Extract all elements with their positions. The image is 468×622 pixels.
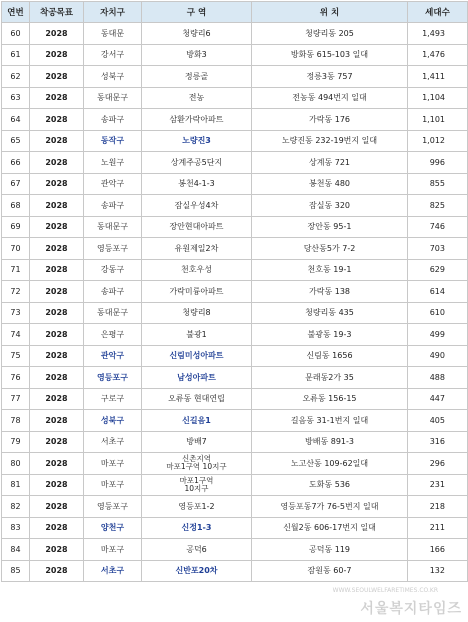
- cell-zone: 영등포1-2: [142, 496, 252, 518]
- cell-no: 68: [2, 195, 30, 217]
- header-location: 위 치: [252, 2, 408, 23]
- table-row: [2, 173, 468, 195]
- cell-zone-line1: 신촌지역: [182, 454, 211, 464]
- cell-no: 66: [2, 152, 30, 174]
- cell-year: 2028: [30, 453, 84, 475]
- cell-year: 2028: [30, 259, 84, 281]
- cell-no: 71: [2, 259, 30, 281]
- cell-district: 영등포구: [84, 367, 142, 389]
- cell-units: 405: [408, 410, 468, 432]
- cell-units: 1,104: [408, 87, 468, 109]
- cell-location: 천호동 19-1: [252, 259, 408, 281]
- cell-district: 동작구: [84, 130, 142, 152]
- cell-location: 정릉3동 757: [252, 66, 408, 88]
- cell-year: 2028: [30, 367, 84, 389]
- cell-location: 길음동 31-1번지 일대: [252, 410, 408, 432]
- cell-no: 60: [2, 23, 30, 45]
- table-row: [2, 388, 468, 410]
- table-row: [2, 474, 468, 496]
- cell-no: 61: [2, 44, 30, 66]
- cell-units: 316: [408, 431, 468, 453]
- cell-zone: 천호우성: [142, 259, 252, 281]
- redevelopment-table-container: [1, 1, 467, 582]
- cell-zone: 전농: [142, 87, 252, 109]
- cell-zone: 방배7: [142, 431, 252, 453]
- cell-zone: 오류동 현대연립: [142, 388, 252, 410]
- cell-year: 2028: [30, 539, 84, 561]
- cell-no: 72: [2, 281, 30, 303]
- table-row: [2, 281, 468, 303]
- cell-no: 70: [2, 238, 30, 260]
- cell-units: 1,012: [408, 130, 468, 152]
- cell-zone: 공덕6: [142, 539, 252, 561]
- cell-location: 공덕동 119: [252, 539, 408, 561]
- cell-no: 81: [2, 474, 30, 496]
- redevelopment-table: [1, 1, 468, 582]
- cell-zone: 삼환가락아파트: [142, 109, 252, 131]
- table-row: [2, 152, 468, 174]
- cell-year: 2028: [30, 410, 84, 432]
- cell-location: 불광동 19-3: [252, 324, 408, 346]
- cell-location: 신월2동 606-17번지 일대: [252, 517, 408, 539]
- cell-location: 방화동 615-103 일대: [252, 44, 408, 66]
- cell-zone: 청량리8: [142, 302, 252, 324]
- cell-location: 잠원동 60-7: [252, 560, 408, 582]
- cell-no: 83: [2, 517, 30, 539]
- cell-no: 79: [2, 431, 30, 453]
- watermark-url: WWW.SEOULWELFARETIMES.CO.KR: [332, 587, 438, 594]
- table-row: [2, 195, 468, 217]
- cell-zone: [142, 453, 252, 475]
- cell-units: 1,411: [408, 66, 468, 88]
- cell-units: 211: [408, 517, 468, 539]
- table-header-row: [2, 2, 468, 23]
- cell-district: 관악구: [84, 345, 142, 367]
- cell-no: 84: [2, 539, 30, 561]
- table-row: [2, 496, 468, 518]
- cell-zone-line2: 10지구: [184, 483, 209, 493]
- cell-units: 488: [408, 367, 468, 389]
- cell-zone: 봉천4-1-3: [142, 173, 252, 195]
- table-row: [2, 44, 468, 66]
- cell-location: 신림동 1656: [252, 345, 408, 367]
- cell-district: 은평구: [84, 324, 142, 346]
- cell-district: 송파구: [84, 281, 142, 303]
- table-row: [2, 238, 468, 260]
- cell-district: 마포구: [84, 453, 142, 475]
- cell-year: 2028: [30, 216, 84, 238]
- cell-no: 63: [2, 87, 30, 109]
- cell-location: 오류동 156-15: [252, 388, 408, 410]
- cell-units: 855: [408, 173, 468, 195]
- cell-district: 서초구: [84, 560, 142, 582]
- table-row: [2, 453, 468, 475]
- table-row: [2, 560, 468, 582]
- cell-zone: 청량리6: [142, 23, 252, 45]
- watermark-logo: 서울복지타임즈: [360, 601, 462, 617]
- cell-district: 서초구: [84, 431, 142, 453]
- table-row: [2, 130, 468, 152]
- cell-no: 80: [2, 453, 30, 475]
- cell-district: 송파구: [84, 109, 142, 131]
- cell-district: 동대문구: [84, 87, 142, 109]
- cell-year: 2028: [30, 517, 84, 539]
- cell-year: 2028: [30, 388, 84, 410]
- cell-no: 67: [2, 173, 30, 195]
- cell-zone: [142, 474, 252, 496]
- cell-year: 2028: [30, 109, 84, 131]
- cell-units: 1,493: [408, 23, 468, 45]
- cell-no: 64: [2, 109, 30, 131]
- table-row: [2, 517, 468, 539]
- table-row: [2, 345, 468, 367]
- cell-no: 69: [2, 216, 30, 238]
- table-row: [2, 367, 468, 389]
- cell-year: 2028: [30, 431, 84, 453]
- cell-district: 마포구: [84, 474, 142, 496]
- table-row: [2, 431, 468, 453]
- cell-location: 전농동 494번지 일대: [252, 87, 408, 109]
- cell-district: 노원구: [84, 152, 142, 174]
- header-year: 착공목표: [30, 2, 84, 23]
- cell-district: 동대문: [84, 23, 142, 45]
- cell-zone: 정릉골: [142, 66, 252, 88]
- cell-zone: 신길음1: [142, 410, 252, 432]
- cell-no: 76: [2, 367, 30, 389]
- cell-units: 996: [408, 152, 468, 174]
- header-district: 자치구: [84, 2, 142, 23]
- table-row: [2, 66, 468, 88]
- cell-year: 2028: [30, 23, 84, 45]
- cell-units: 231: [408, 474, 468, 496]
- cell-location: 영등포동7가 76-5번지 일대: [252, 496, 408, 518]
- cell-year: 2028: [30, 130, 84, 152]
- cell-zone: 잠실우성4차: [142, 195, 252, 217]
- cell-units: 296: [408, 453, 468, 475]
- table-row: [2, 539, 468, 561]
- cell-no: 77: [2, 388, 30, 410]
- cell-zone: 신정1-3: [142, 517, 252, 539]
- cell-year: 2028: [30, 302, 84, 324]
- cell-zone-line2: 마포1구역 10지구: [166, 462, 227, 472]
- cell-units: 614: [408, 281, 468, 303]
- cell-location: 가락동 138: [252, 281, 408, 303]
- cell-units: 610: [408, 302, 468, 324]
- cell-year: 2028: [30, 238, 84, 260]
- cell-zone: 남성아파트: [142, 367, 252, 389]
- table-row: [2, 302, 468, 324]
- cell-location: 봉천동 480: [252, 173, 408, 195]
- cell-location: 문래동2가 35: [252, 367, 408, 389]
- cell-location: 노고산동 109-62일대: [252, 453, 408, 475]
- cell-zone: 신림미성아파트: [142, 345, 252, 367]
- cell-units: 1,476: [408, 44, 468, 66]
- cell-zone: 유원제일2차: [142, 238, 252, 260]
- cell-district: 마포구: [84, 539, 142, 561]
- cell-year: 2028: [30, 44, 84, 66]
- cell-year: 2028: [30, 474, 84, 496]
- header-no: 연번: [2, 2, 30, 23]
- table-row: [2, 259, 468, 281]
- table-body: [2, 23, 468, 582]
- cell-district: 강서구: [84, 44, 142, 66]
- cell-year: 2028: [30, 281, 84, 303]
- cell-location: 청량리동 435: [252, 302, 408, 324]
- cell-no: 85: [2, 560, 30, 582]
- cell-no: 75: [2, 345, 30, 367]
- cell-district: 송파구: [84, 195, 142, 217]
- cell-zone-line1: 마포1구역: [179, 475, 214, 485]
- cell-year: 2028: [30, 345, 84, 367]
- cell-year: 2028: [30, 195, 84, 217]
- cell-district: 성북구: [84, 410, 142, 432]
- cell-year: 2028: [30, 173, 84, 195]
- cell-year: 2028: [30, 66, 84, 88]
- cell-year: 2028: [30, 496, 84, 518]
- cell-district: 구로구: [84, 388, 142, 410]
- cell-units: 447: [408, 388, 468, 410]
- table-row: [2, 87, 468, 109]
- cell-no: 73: [2, 302, 30, 324]
- header-units: 세대수: [408, 2, 468, 23]
- cell-district: 양천구: [84, 517, 142, 539]
- cell-units: 490: [408, 345, 468, 367]
- cell-location: 방배동 891-3: [252, 431, 408, 453]
- cell-district: 영등포구: [84, 496, 142, 518]
- cell-units: 166: [408, 539, 468, 561]
- cell-no: 78: [2, 410, 30, 432]
- cell-zone: 상계주공5단지: [142, 152, 252, 174]
- table-row: [2, 216, 468, 238]
- cell-no: 74: [2, 324, 30, 346]
- cell-district: 동대문구: [84, 216, 142, 238]
- cell-location: 당산동5가 7-2: [252, 238, 408, 260]
- cell-units: 825: [408, 195, 468, 217]
- cell-location: 노량진동 232-19번지 일대: [252, 130, 408, 152]
- cell-location: 가락동 176: [252, 109, 408, 131]
- cell-location: 잠실동 320: [252, 195, 408, 217]
- cell-location: 장안동 95-1: [252, 216, 408, 238]
- table-row: [2, 23, 468, 45]
- cell-units: 746: [408, 216, 468, 238]
- cell-units: 703: [408, 238, 468, 260]
- cell-year: 2028: [30, 87, 84, 109]
- cell-no: 62: [2, 66, 30, 88]
- cell-zone: 가락미륭아파트: [142, 281, 252, 303]
- cell-district: 영등포구: [84, 238, 142, 260]
- cell-zone: 장안현대아파트: [142, 216, 252, 238]
- cell-location: 상계동 721: [252, 152, 408, 174]
- cell-year: 2028: [30, 324, 84, 346]
- cell-units: 499: [408, 324, 468, 346]
- table-row: [2, 410, 468, 432]
- cell-no: 65: [2, 130, 30, 152]
- cell-zone: 방화3: [142, 44, 252, 66]
- cell-units: 629: [408, 259, 468, 281]
- cell-district: 강동구: [84, 259, 142, 281]
- cell-district: 관악구: [84, 173, 142, 195]
- table-row: [2, 109, 468, 131]
- cell-units: 218: [408, 496, 468, 518]
- cell-zone: 신반포20차: [142, 560, 252, 582]
- cell-year: 2028: [30, 152, 84, 174]
- header-zone: 구 역: [142, 2, 252, 23]
- cell-district: 성북구: [84, 66, 142, 88]
- cell-location: 청량리동 205: [252, 23, 408, 45]
- cell-zone: 불광1: [142, 324, 252, 346]
- cell-zone: 노량진3: [142, 130, 252, 152]
- cell-district: 동대문구: [84, 302, 142, 324]
- cell-location: 도화동 536: [252, 474, 408, 496]
- table-row: [2, 324, 468, 346]
- cell-no: 82: [2, 496, 30, 518]
- cell-units: 1,101: [408, 109, 468, 131]
- cell-units: 132: [408, 560, 468, 582]
- cell-year: 2028: [30, 560, 84, 582]
